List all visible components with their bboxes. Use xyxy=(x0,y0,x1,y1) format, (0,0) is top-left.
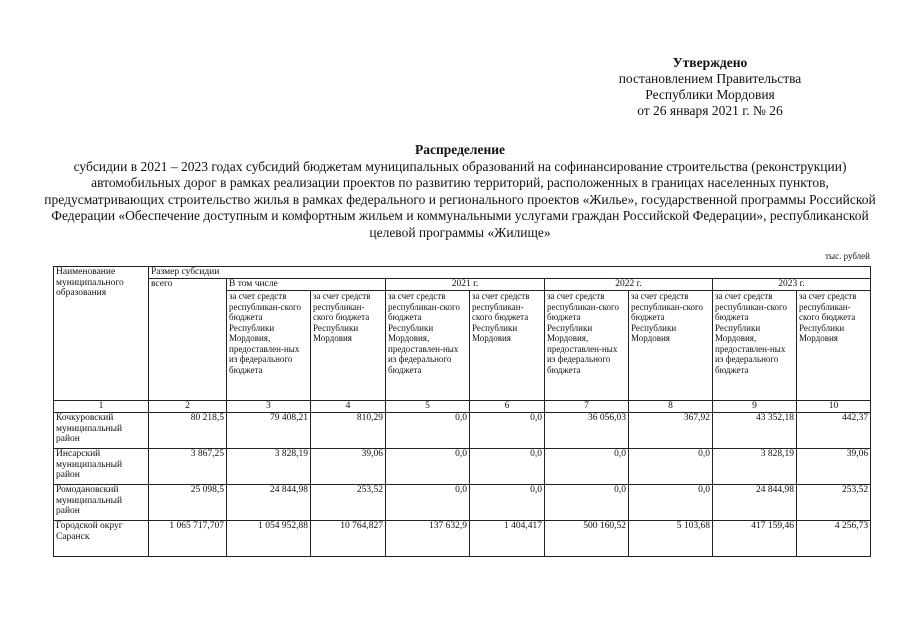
value-cell: 442,37 xyxy=(797,413,871,449)
distribution-table xyxy=(53,266,871,557)
column-number: 10 xyxy=(797,401,871,413)
header-federal: за счет средств республикан-ского бюджета Республики Мордовия, предоставлен-ных из федерального бюджета xyxy=(713,291,797,401)
value-cell: 500 160,52 xyxy=(545,521,629,557)
value-cell: 79 408,21 xyxy=(227,413,311,449)
value-cell: 10 764,827 xyxy=(311,521,386,557)
value-cell: 5 103,68 xyxy=(629,521,713,557)
column-number: 7 xyxy=(545,401,629,413)
table-row xyxy=(54,485,871,521)
value-cell: 1 054 952,88 xyxy=(227,521,311,557)
approval-block xyxy=(560,55,860,119)
value-cell: 43 352,18 xyxy=(713,413,797,449)
value-cell: 253,52 xyxy=(797,485,871,521)
value-cell: 417 159,46 xyxy=(713,521,797,557)
value-cell: 137 632,9 xyxy=(386,521,470,557)
value-cell: 25 098,5 xyxy=(149,485,227,521)
value-cell: 36 056,03 xyxy=(545,413,629,449)
value-cell: 4 256,73 xyxy=(797,521,871,557)
header-federal: за счет средств республикан-ского бюджета Республики Мордовия, предоставлен-ных из федерального бюджета xyxy=(227,291,311,401)
value-cell: 0,0 xyxy=(545,449,629,485)
column-number: 4 xyxy=(311,401,386,413)
header-federal: за счет средств республикан-ского бюджета Республики Мордовия, предоставлен-ных из федерального бюджета xyxy=(545,291,629,401)
value-cell: 367,92 xyxy=(629,413,713,449)
header-including: В том числе xyxy=(227,279,386,291)
value-cell: 24 844,98 xyxy=(227,485,311,521)
value-cell: 810,29 xyxy=(311,413,386,449)
header-republican: за счет средств республикан-ского бюджета Республики Мордовия xyxy=(797,291,871,401)
value-cell: 0,0 xyxy=(386,413,470,449)
approval-line: Республики Мордовия xyxy=(645,87,775,102)
header-republican: за счет средств республикан-ского бюджета Республики Мордовия xyxy=(629,291,713,401)
header-year-2023: 2023 г. xyxy=(713,279,871,291)
value-cell: 0,0 xyxy=(545,485,629,521)
value-cell: 39,06 xyxy=(311,449,386,485)
value-cell: 3 828,19 xyxy=(713,449,797,485)
value-cell: 0,0 xyxy=(470,449,545,485)
value-cell: 253,52 xyxy=(311,485,386,521)
value-cell: 0,0 xyxy=(470,485,545,521)
header-federal: за счет средств республикан-ского бюджета Республики Мордовия, предоставлен-ных из федерального бюджета xyxy=(386,291,470,401)
municipality-name: Кочкуровский муниципальный район xyxy=(54,413,149,449)
approval-title: Утверждено xyxy=(672,55,748,70)
table-row xyxy=(54,449,871,485)
value-cell: 39,06 xyxy=(797,449,871,485)
header-total: всего xyxy=(149,279,227,401)
column-number: 5 xyxy=(386,401,470,413)
table-row xyxy=(54,521,871,557)
value-cell: 1 404,417 xyxy=(470,521,545,557)
value-cell: 0,0 xyxy=(629,449,713,485)
value-cell: 80 218,5 xyxy=(149,413,227,449)
column-number-row xyxy=(54,401,871,413)
units-label: тыс. рублей xyxy=(825,251,870,261)
value-cell: 0,0 xyxy=(470,413,545,449)
header-year-2022: 2022 г. xyxy=(545,279,713,291)
table-row xyxy=(54,413,871,449)
header-name: Наименование муниципального образования xyxy=(54,267,149,401)
document-subtitle: субсидии в 2021 – 2023 годах субсидий бюджетам муниципальных образований на софинансирование строительства (реконструкции) автомобильных дорог в рамках реализации проектов по развитию территорий, расположенных в границах населенных пунктов, предусматривающих строительство жилья в рамках федерального и регионального проектов «Жилье», государственной программы Российской Федерации «Обеспечение доступным и комфортным жильем и коммунальными услугами граждан Российской Федерации», республиканской целевой программы «Жилище» xyxy=(44,158,876,240)
value-cell: 1 065 717,707 xyxy=(149,521,227,557)
municipality-name: Городской округ Саранск xyxy=(54,521,149,557)
column-number: 2 xyxy=(149,401,227,413)
value-cell: 3 867,25 xyxy=(149,449,227,485)
document-heading xyxy=(40,142,880,241)
header-size: Размер субсидии xyxy=(149,267,871,279)
column-number: 8 xyxy=(629,401,713,413)
municipality-name: Ромодановский муниципальный район xyxy=(54,485,149,521)
value-cell: 24 844,98 xyxy=(713,485,797,521)
value-cell: 0,0 xyxy=(386,449,470,485)
approval-date: от 26 января 2021 г. № 26 xyxy=(637,103,783,118)
document-title: Распределение xyxy=(414,142,506,157)
column-number: 1 xyxy=(54,401,149,413)
header-republican: за счет средств республикан-ского бюджета Республики Мордовия xyxy=(470,291,545,401)
municipality-name: Инсарский муниципальный район xyxy=(54,449,149,485)
column-number: 6 xyxy=(470,401,545,413)
column-number: 3 xyxy=(227,401,311,413)
header-republican: за счет средств республикан-ского бюджета Республики Мордовия xyxy=(311,291,386,401)
value-cell: 0,0 xyxy=(386,485,470,521)
approval-line: постановлением Правительства xyxy=(618,71,802,86)
value-cell: 0,0 xyxy=(629,485,713,521)
header-year-2021: 2021 г. xyxy=(386,279,545,291)
value-cell: 3 828,19 xyxy=(227,449,311,485)
column-number: 9 xyxy=(713,401,797,413)
